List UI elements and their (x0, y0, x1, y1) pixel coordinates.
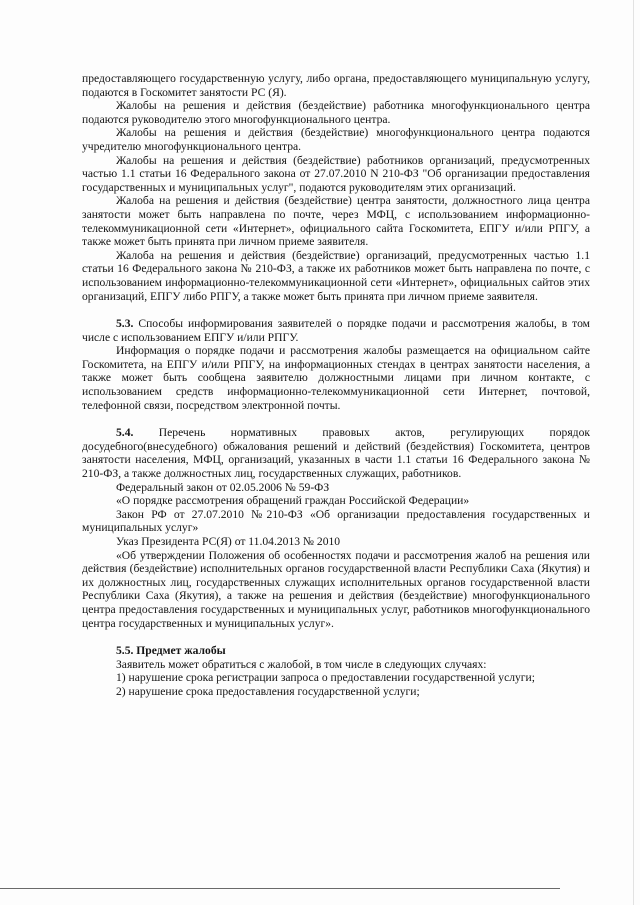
list-item: 1) нарушение срока регистрации запроса о предоставлении государственной услуги; (116, 671, 535, 685)
footer-divider (0, 888, 560, 889)
section-5-4-title-text: Перечень нормативных правовых актов, регулирующих порядок досудебного(внесудебного) обжалования решений и действий (бездействия) Госкомитета, центров занятости населения, МФЦ, организаций, указанных в части 1.1 статьи 16 Федерального закона № 210-ФЗ, а также должностных лиц, государственных служащих, работников. (82, 426, 590, 481)
paragraph-mfc: Жалобы на решения и действия (бездействие) многофункционального центра подаются учредителю многофункционального центра. (82, 126, 590, 153)
paragraph-organizations: Жалобы на решения и действия (бездействие) работников организаций, предусмотренных частью 1.1 статьи 16 Федерального закона от 27.07.2010 N 210-ФЗ "Об организации предоставления государственных и муниципальных услуг", подаются руководителям этих организаций. (82, 153, 590, 194)
section-5-4-number: 5.4. (116, 426, 134, 440)
act-item: «Об утверждении Положения об особенностях подачи и рассмотрения жалоб на решения или действия (бездействие) исполнительных органов государственной власти Республики Саха (Якутия) и их должностных лиц, государственных служащих исполнительных органов государственной власти Республики Саха (Якутия), а также на решения и действия (бездействие) многофункционального центра предоставления государственных и муниципальных услуг, работников многофункционального центра государственных и муниципальных услуг». (82, 548, 590, 630)
act-item: Федеральный закон от 02.05.2006 № 59-ФЗ (116, 480, 330, 494)
section-5-3-body: Информация о порядке подачи и рассмотрения жалобы размещается на официальном сайте Госкомитета, на ЕПГУ и/или РПГУ, на информационных стендах в центрах занятости населения, а также может быть сообщена заявителю должностными лицами при личном контакте, с использованием средств информационно-телекоммуникационной сети Интернет, почтовой, телефонной связи, посредством электронной почты. (82, 344, 590, 412)
section-5-5-intro: Заявитель может обратиться с жалобой, в том числе в следующих случаях: (116, 657, 487, 671)
document-body (82, 72, 590, 699)
section-5-5-heading: 5.5. Предмет жалобы (116, 644, 226, 658)
act-item: Указ Президента РС(Я) от 11.04.2013 № 2010 (116, 535, 341, 548)
paragraph-organizations-filing: Жалоба на решения и действия (бездействие) организаций, предусмотренных частью 1.1 статьи 16 Федерального закона № 210-ФЗ, а также их работников может быть направлена по почте, с использованием информационно-телекоммуникационной сети «Интернет», официальных сайтов этих организаций, ЕПГУ либо РПГУ, а также может быть принята при личном приеме заявителя. (82, 248, 590, 303)
spacer (82, 630, 590, 644)
section-5-3-title (82, 317, 590, 344)
section-5-4-title (82, 426, 590, 480)
scan-edge (633, 0, 634, 905)
section-5-3-title-text: Способы информирования заявителей о порядке подачи и рассмотрения жалобы, в том числе с использованием ЕПГУ и/или РПГУ. (82, 317, 591, 344)
act-item: Закон РФ от 27.07.2010 №210-ФЗ «Об организации предоставления государственных и муниципальных услуг» (82, 507, 590, 535)
paragraph-mfc-worker: Жалобы на решения и действия (бездействие) работника многофункционального центра подаются руководителю этого многофункционального центра. (82, 99, 590, 126)
spacer (82, 412, 590, 426)
paragraph-continuation: предоставляющего государственную услугу, либо органа, предоставляющего муниципальную услугу, подаются в Госкомитет занятости РС (Я). (82, 72, 590, 99)
spacer (82, 303, 590, 317)
section-5-3-number: 5.3. (116, 317, 134, 331)
paragraph-employment-center: Жалоба на решения и действия (бездействие) центра занятости, должностного лица центра занятости может быть направлена по почте, через МФЦ, с использованием информационно-телекоммуникационной сети «Интернет», официального сайта Госкомитета, ЕПГУ и/или РПГУ, а также может быть принята при личном приеме заявителя. (82, 194, 590, 249)
act-item: «О порядке рассмотрения обращений граждан Российской Федерации» (116, 494, 470, 508)
list-item: 2) нарушение срока предоставления государственной услуги; (116, 684, 420, 698)
